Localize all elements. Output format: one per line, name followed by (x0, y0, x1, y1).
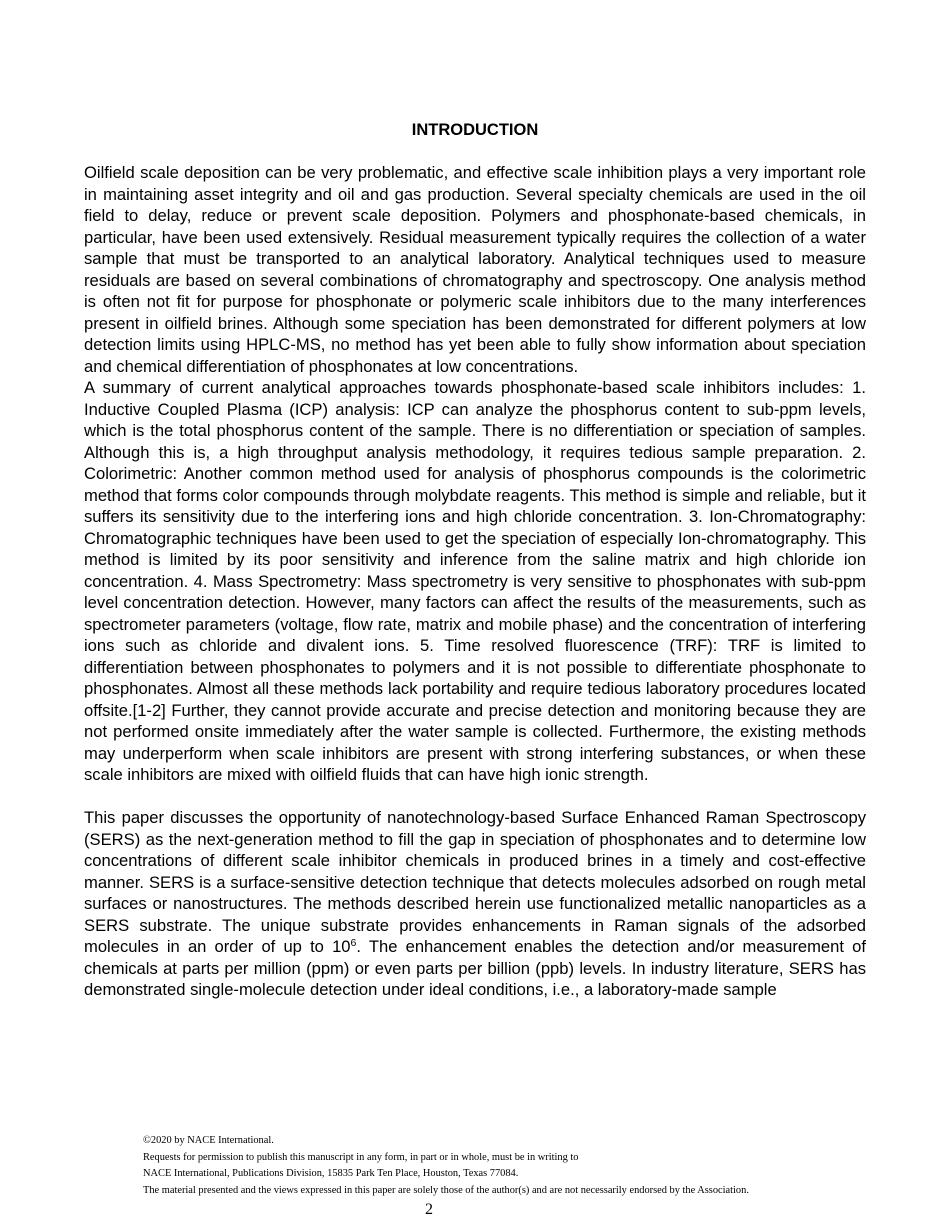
paragraph-intro: Oilfield scale deposition can be very problematic, and effective scale inhibition plays a very important role in maintaining asset integrity and oil and gas production. Several specialty chemicals are used in the oil field to delay, reduce or prevent scale deposition. Polymers and phosphonate-based chemicals, in particular, have been used extensively. Residual measurement typically requires the collection of a water sample that must be transported to an analytical laboratory. Analytical techniques used to measure residuals are based on several combinations of chromatography and spectroscopy. One analysis method is often not fit for purpose for phosphonate or polymeric scale inhibitors due to the many interferences present in oilfield brines. Although some speciation has been demonstrated for different polymers at low detection limits using HPLC-MS, no method has yet been able to fully show information about speciation and chemical differentiation of phosphonates at low concentrations. (84, 163, 866, 376)
body-text (84, 162, 866, 1001)
section-heading: INTRODUCTION (411, 121, 539, 139)
footer-permission: Requests for permission to publish this manuscript in any form, in part or in whole, must be in writing to (143, 1151, 579, 1163)
paragraph-analytical-approaches: A summary of current analytical approaches towards phosphonate-based scale inhibitors includes: 1. Inductive Coupled Plasma (ICP) analysis: ICP can analyze the phosphorus content to sub-ppm levels, which is the total phosphorus content of the sample. There is no differentiation or speciation of samples. Although this is, a high throughput analysis methodology, it requires tedious sample preparation. 2. Colorimetric: Another common method used for analysis of phosphorus compounds is the colorimetric method that forms color compounds through molybdate reagents. This method is simple and reliable, but it suffers its sensitivity due to the interfering ions and high chloride concentration. 3. Ion-Chromatography: Chromatographic techniques have been used to get the speciation of especially Ion-chromatography. This method is limited by its poor sensitivity and inference from the saline matrix and high chloride ion concentration. 4. Mass Spectrometry: Mass spectrometry is very sensitive to phosphonates with sub-ppm level concentration detection. However, many factors can affect the results of the measurements, such as spectrometer parameters (voltage, flow rate, matrix and mobile phase) and the concentration of interfering ions such as chloride and divalent ions. 5. Time resolved fluorescence (TRF): TRF is limited to differentiation between phosphonates to polymers and it is not possible to differentiate phosphonate to phosphonates. Almost all these methods lack portability and require tedious laboratory procedures located offsite.[1-2] Further, they cannot provide accurate and precise detection and monitoring because they are not performed onsite immediately after the water sample is collected. Furthermore, the existing methods may underperform when scale inhibitors are present with strong interfering substances, or when these scale inhibitors are mixed with oilfield fluids that can have high ionic strength. (84, 378, 866, 784)
paragraph-sers (84, 807, 866, 1001)
paragraph-sers-part1: This paper discusses the opportunity of nanotechnology-based Surface Enhanced Raman Spectroscopy (SERS) as the next-generation method to fill the gap in speciation of phosphonates and to determine low concentrations of different scale inhibitor chemicals in produced brines in a timely and cost-effective manner. SERS is a surface-sensitive detection technique that detects molecules adsorbed on rough metal surfaces or nanostructures. The methods described herein use functionalized metallic nanoparticles as a SERS substrate. The unique substrate provides enhancements in Raman signals of the adsorbed molecules in an order of up to 10 (84, 808, 866, 956)
footer-address: NACE International, Publications Division, 15835 Park Ten Place, Houston, Texas 77084. (143, 1168, 519, 1179)
footer-copyright: ©2020 by NACE International. (143, 1135, 274, 1146)
page-number: 2 (425, 1201, 433, 1218)
paragraph-sers-part2: . The enhancement enables the detection and/or measurement of chemicals at parts per million (ppm) or even parts per billion (ppb) levels. In industry literature, SERS has demonstrated single-molecule detection under ideal conditions, i.e., a laboratory-made sample (84, 937, 866, 999)
superscript-exponent: 6 (350, 937, 357, 949)
footer-disclaimer: The material presented and the views expressed in this paper are solely those of the author(s) and are not necessarily endorsed by the Association. (143, 1184, 749, 1196)
copyright-footer (143, 1133, 883, 1199)
